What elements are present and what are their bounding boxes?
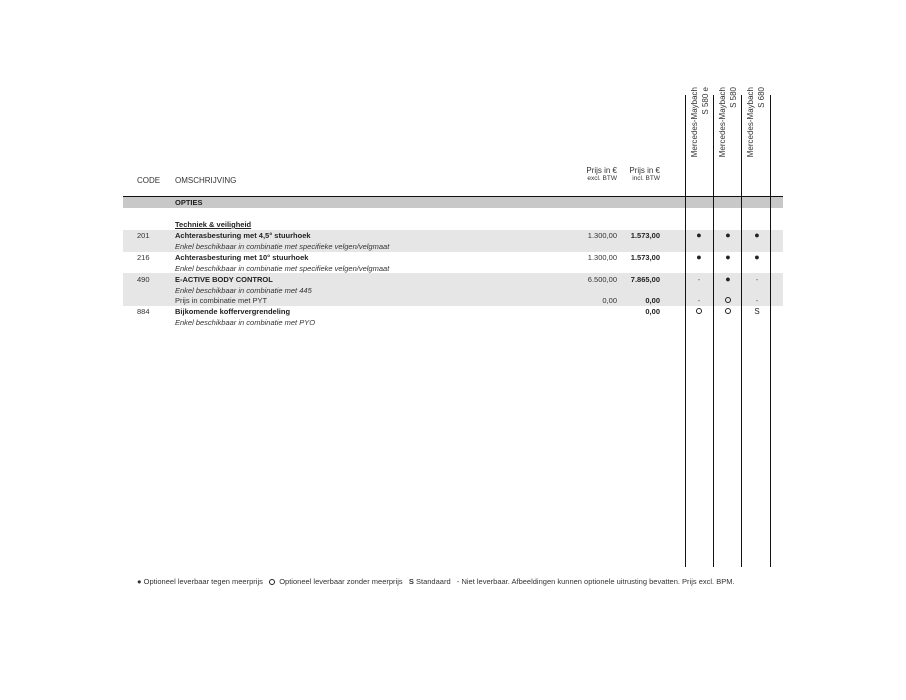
not-available-mark: - (755, 275, 759, 284)
legend-standard: Standaard (416, 577, 451, 586)
available-dot-icon: ● (725, 252, 731, 262)
row-sub-price-excl: 0,00 (602, 296, 617, 305)
available-ring-icon (689, 306, 709, 317)
row-sub-desc: Prijs in combinatie met PYT (175, 296, 268, 305)
header-price-excl-line1: Prijs in € (586, 166, 617, 175)
header-price-excl-line2: excl. BTW (587, 175, 617, 182)
available-dot-icon: ● (725, 230, 731, 240)
standard-mark: S (754, 307, 760, 316)
available-dot-icon: ● (754, 252, 760, 262)
row-code: 884 (137, 307, 150, 316)
row-code: 490 (137, 275, 150, 284)
header-price-incl (629, 166, 660, 182)
model-label-s680-line2: S 680 (757, 87, 766, 108)
available-dot-icon: ● (725, 274, 731, 284)
model-label-s580e-line2: S 580 e (701, 87, 710, 115)
model-label-s680 (745, 87, 771, 187)
header-price-excl (586, 166, 617, 182)
available-dot-icon: ● (696, 252, 702, 262)
row-code: 216 (137, 253, 150, 262)
legend-optional-free: Optioneel leverbaar zonder meerprijs (279, 577, 403, 586)
model-label-s580e-line1: Mercedes-Maybach (690, 87, 699, 158)
row-price-incl: 1.573,00 (630, 253, 660, 262)
row-price-excl: 1.300,00 (587, 253, 617, 262)
row-desc: Achterasbesturing met 4,5° stuurhoek (175, 231, 311, 240)
row-price-excl: 1.300,00 (587, 231, 617, 240)
available-dot-icon: ● (696, 230, 702, 240)
header-price-incl-line1: Prijs in € (629, 166, 660, 175)
row-price-excl: 6.500,00 (587, 275, 617, 284)
model-column-line (741, 95, 742, 567)
model-label-s680-line1: Mercedes-Maybach (746, 87, 755, 158)
not-available-mark: - (697, 296, 701, 305)
model-label-s580 (717, 87, 743, 187)
bullet-icon: ● (137, 577, 142, 586)
row-price-incl: 0,00 (645, 307, 660, 316)
row-code: 201 (137, 231, 150, 240)
available-dot-icon: ● (754, 230, 760, 240)
standard-symbol: S (408, 577, 414, 586)
model-column-line (713, 95, 714, 567)
model-column-line (770, 95, 771, 567)
row-price-incl: 1.573,00 (630, 231, 660, 240)
row-desc: Achterasbesturing met 10° stuurhoek (175, 253, 309, 262)
ring-icon (269, 579, 275, 585)
section-bar (123, 197, 783, 208)
group-heading: Techniek & veiligheid (175, 220, 252, 229)
row-price-incl: 7.865,00 (630, 275, 660, 284)
not-available-mark: - (755, 296, 759, 305)
available-ring-icon (718, 295, 738, 306)
section-title: OPTIES (175, 198, 203, 207)
row-note: Enkel beschikbaar in combinatie met PYO (175, 318, 316, 327)
model-column-line (685, 95, 686, 567)
row-desc: E-ACTIVE BODY CONTROL (175, 275, 273, 284)
header-price-incl-line2: incl. BTW (632, 175, 660, 182)
header-omschrijving: OMSCHRIJVING (175, 176, 237, 185)
not-available-mark: - (697, 275, 701, 284)
model-label-s580e (689, 87, 715, 187)
footer-legend (137, 577, 735, 586)
legend-rest: - Niet leverbaar. Afbeeldingen kunnen optionele uitrusting bevatten. Prijs excl. BPM. (456, 577, 735, 586)
row-note: Enkel beschikbaar in combinatie met specifieke velgen/velgmaat (175, 242, 390, 251)
row-sub-price-incl: 0,00 (645, 296, 660, 305)
row-note: Enkel beschikbaar in combinatie met 445 (175, 286, 312, 295)
model-label-s580-line1: Mercedes-Maybach (718, 87, 727, 158)
available-ring-icon (718, 306, 738, 317)
legend-optional-paid: Optioneel leverbaar tegen meerprijs (143, 577, 263, 586)
row-note: Enkel beschikbaar in combinatie met specifieke velgen/velgmaat (175, 264, 390, 273)
model-label-s580-line2: S 580 (729, 87, 738, 108)
header-code: CODE (137, 176, 161, 185)
row-desc: Bijkomende koffervergrendeling (175, 307, 291, 316)
